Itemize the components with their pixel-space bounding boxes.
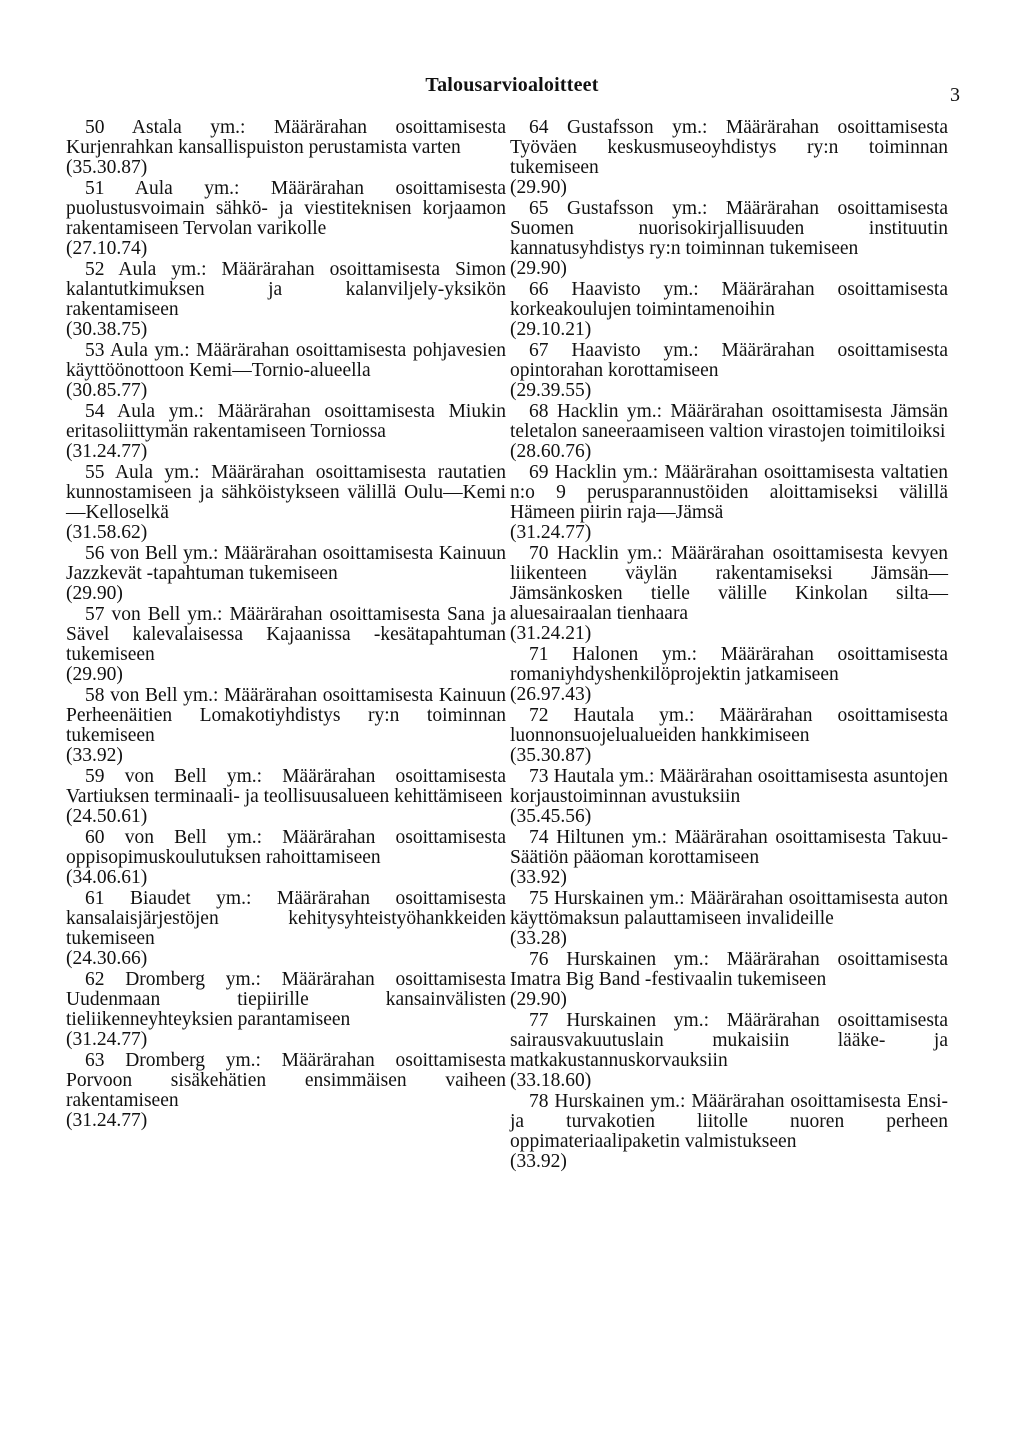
initiative-text: 77 Hurskainen ym.: Määrärahan osoittamisesta sairausvakuutuslain mukaisiin lääke- ja matkakustannuskorvauksiin	[510, 1010, 948, 1071]
initiative-entry	[66, 889, 506, 969]
budget-item-reference: (30.85.77)	[66, 380, 148, 401]
initiative-text: 57 von Bell ym.: Määrärahan osoittamisesta Sana ja Sävel kalevalaisessa Kajaanissa -kesätapahtuman tukemiseen	[66, 604, 506, 665]
budget-item-reference: (31.24.77)	[66, 1110, 148, 1131]
budget-item-reference: (29.39.55)	[510, 380, 592, 401]
budget-item-reference: (31.24.77)	[510, 522, 592, 543]
initiative-text: 64 Gustafsson ym.: Määrärahan osoittamisesta Työväen keskusmuseoyhdistys ry:n toiminnan tukemiseen	[510, 117, 948, 178]
initiative-entry	[510, 645, 948, 705]
budget-item-reference: (31.24.77)	[66, 441, 148, 462]
initiative-text: 70 Hacklin ym.: Määrärahan osoittamisesta kevyen liikenteen väylän rakentamiseksi Jämsän—Jämsänkosken tielle välille Kinkolan silta—aluesairaalan tienhaara	[510, 543, 948, 624]
budget-item-reference: (28.60.76)	[510, 441, 592, 462]
initiative-entry	[510, 950, 948, 1010]
initiative-text: 65 Gustafsson ym.: Määrärahan osoittamisesta Suomen nuorisokirjallisuuden instituutin kannatusyhdistys ry:n toiminnan tukemiseen	[510, 198, 948, 259]
initiative-text: 75 Hurskainen ym.: Määrärahan osoittamisesta auton käyttömaksun palauttamiseen invalideille	[510, 888, 948, 929]
budget-item-reference: (29.90)	[510, 258, 567, 279]
budget-item-reference: (31.24.21)	[510, 623, 592, 644]
budget-item-reference: (33.28)	[510, 928, 567, 949]
budget-item-reference: (26.97.43)	[510, 684, 592, 705]
initiative-entry	[510, 118, 948, 198]
initiative-text: 53 Aula ym.: Määrärahan osoittamisesta pohjavesien käyttöönottoon Kemi—Tornio-alueella	[66, 340, 506, 381]
initiative-entry	[510, 706, 948, 766]
budget-item-reference: (31.24.77)	[66, 1029, 148, 1050]
initiative-entry	[66, 179, 506, 259]
initiative-entry	[510, 1092, 948, 1172]
initiative-text: 62 Dromberg ym.: Määrärahan osoittamisesta Uudenmaan tiepiirille kansainvälisten tieliikenneyhteyksien parantamiseen	[66, 969, 506, 1030]
initiative-text: 54 Aula ym.: Määrärahan osoittamisesta Miukin eritasoliittymän rakentamiseen Torniossa	[66, 401, 506, 442]
initiative-entry	[510, 767, 948, 827]
initiative-text: 63 Dromberg ym.: Määrärahan osoittamisesta Porvoon sisäkehätien ensimmäisen vaiheen rakentamiseen	[66, 1050, 506, 1111]
initiative-text: 61 Biaudet ym.: Määrärahan osoittamisesta kansalaisjärjestöjen kehitysyhteistyöhankkeiden tukemiseen	[66, 888, 506, 949]
budget-item-reference: (33.18.60)	[510, 1070, 592, 1091]
initiative-entry	[66, 767, 506, 827]
budget-item-reference: (34.06.61)	[66, 867, 148, 888]
initiative-text: 52 Aula ym.: Määrärahan osoittamisesta Simon kalantutkimuksen ja kalanviljely-yksikön rakentamiseen	[66, 259, 506, 320]
budget-item-reference: (31.58.62)	[66, 522, 148, 543]
initiative-entry	[510, 341, 948, 401]
initiative-entry	[66, 686, 506, 766]
initiative-text: 56 von Bell ym.: Määrärahan osoittamisesta Kainuun Jazzkevät -tapahtuman tukemiseen	[66, 543, 506, 584]
initiative-entry	[66, 463, 506, 543]
budget-item-reference: (24.50.61)	[66, 806, 148, 827]
initiative-text: 58 von Bell ym.: Määrärahan osoittamisesta Kainuun Perheenäitien Lomakotiyhdistys ry:n toiminnan tukemiseen	[66, 685, 506, 746]
budget-item-reference: (29.90)	[66, 583, 123, 604]
initiative-entry	[510, 828, 948, 888]
initiative-text: 74 Hiltunen ym.: Määrärahan osoittamisesta Takuu-Säätiön pääoman korottamiseen	[510, 827, 948, 868]
initiative-entry	[66, 544, 506, 604]
initiative-text: 51 Aula ym.: Määrärahan osoittamisesta puolustusvoimain sähkö- ja viestiteknisen korjaamon rakentamiseen Tervolan varikolle	[66, 178, 506, 239]
initiative-entry	[66, 260, 506, 340]
initiative-entry	[66, 828, 506, 888]
initiative-entry	[66, 605, 506, 685]
initiative-entry	[66, 402, 506, 462]
budget-item-reference: (35.45.56)	[510, 806, 592, 827]
initiative-entry	[510, 1011, 948, 1091]
initiative-text: 59 von Bell ym.: Määrärahan osoittamisesta Vartiuksen terminaali- ja teollisuusalueen kehittämiseen	[66, 766, 506, 807]
budget-item-reference: (29.90)	[66, 664, 123, 685]
initiative-entry	[510, 544, 948, 644]
initiative-text: 69 Hacklin ym.: Määrärahan osoittamisesta valtatien n:o 9 perusparannustöiden aloittamiseksi välillä Hämeen piirin raja—Jämsä	[510, 462, 948, 523]
budget-item-reference: (27.10.74)	[66, 238, 148, 259]
initiative-text: 50 Astala ym.: Määrärahan osoittamisesta Kurjenrahkan kansallispuiston perustamista varten	[66, 117, 506, 158]
initiative-text: 68 Hacklin ym.: Määrärahan osoittamisesta Jämsän teletalon saneeraamiseen valtion virastojen toimitiloiksi	[510, 401, 948, 442]
page-header-title: Talousarvioaloitteet	[425, 74, 599, 96]
initiative-entry	[510, 889, 948, 949]
budget-item-reference: (35.30.87)	[510, 745, 592, 766]
budget-item-reference: (33.92)	[66, 745, 123, 766]
initiative-text: 55 Aula ym.: Määrärahan osoittamisesta rautatien kunnostamiseen ja sähköistykseen välillä Oulu—Kemi—Kelloselkä	[66, 462, 506, 523]
initiative-text: 60 von Bell ym.: Määrärahan osoittamisesta oppisopimuskoulutuksen rahoittamiseen	[66, 827, 506, 868]
initiative-text: 67 Haavisto ym.: Määrärahan osoittamisesta opintorahan korottamiseen	[510, 340, 948, 381]
page-number: 3	[950, 84, 960, 106]
initiative-entry	[66, 970, 506, 1050]
budget-item-reference: (33.92)	[510, 1151, 567, 1172]
initiative-text: 71 Halonen ym.: Määrärahan osoittamisesta romaniyhdyshenkilöprojektin jatkamiseen	[510, 644, 948, 685]
initiative-text: 76 Hurskainen ym.: Määrärahan osoittamisesta Imatra Big Band -festivaalin tukemiseen	[510, 949, 948, 990]
budget-item-reference: (24.30.66)	[66, 948, 148, 969]
initiative-entry	[510, 280, 948, 340]
right-column	[510, 118, 948, 1173]
initiative-entry	[66, 1051, 506, 1131]
budget-item-reference: (30.38.75)	[66, 319, 148, 340]
initiative-entry	[66, 118, 506, 178]
budget-item-reference: (33.92)	[510, 867, 567, 888]
initiative-entry	[510, 199, 948, 279]
initiative-entry	[510, 402, 948, 462]
budget-item-reference: (29.10.21)	[510, 319, 592, 340]
left-column	[66, 118, 506, 1132]
initiative-entry	[66, 341, 506, 401]
budget-item-reference: (29.90)	[510, 177, 567, 198]
initiative-text: 72 Hautala ym.: Määrärahan osoittamisesta luonnonsuojelualueiden hankkimiseen	[510, 705, 948, 746]
initiative-text: 73 Hautala ym.: Määrärahan osoittamisesta asuntojen korjaustoiminnan avustuksiin	[510, 766, 948, 807]
initiative-text: 66 Haavisto ym.: Määrärahan osoittamisesta korkeakoulujen toimintamenoihin	[510, 279, 948, 320]
initiative-entry	[510, 463, 948, 543]
budget-item-reference: (35.30.87)	[66, 157, 148, 178]
budget-item-reference: (29.90)	[510, 989, 567, 1010]
initiative-text: 78 Hurskainen ym.: Määrärahan osoittamisesta Ensi- ja turvakotien liitolle nuoren perheen oppimateriaalipaketin valmistukseen	[510, 1091, 948, 1152]
